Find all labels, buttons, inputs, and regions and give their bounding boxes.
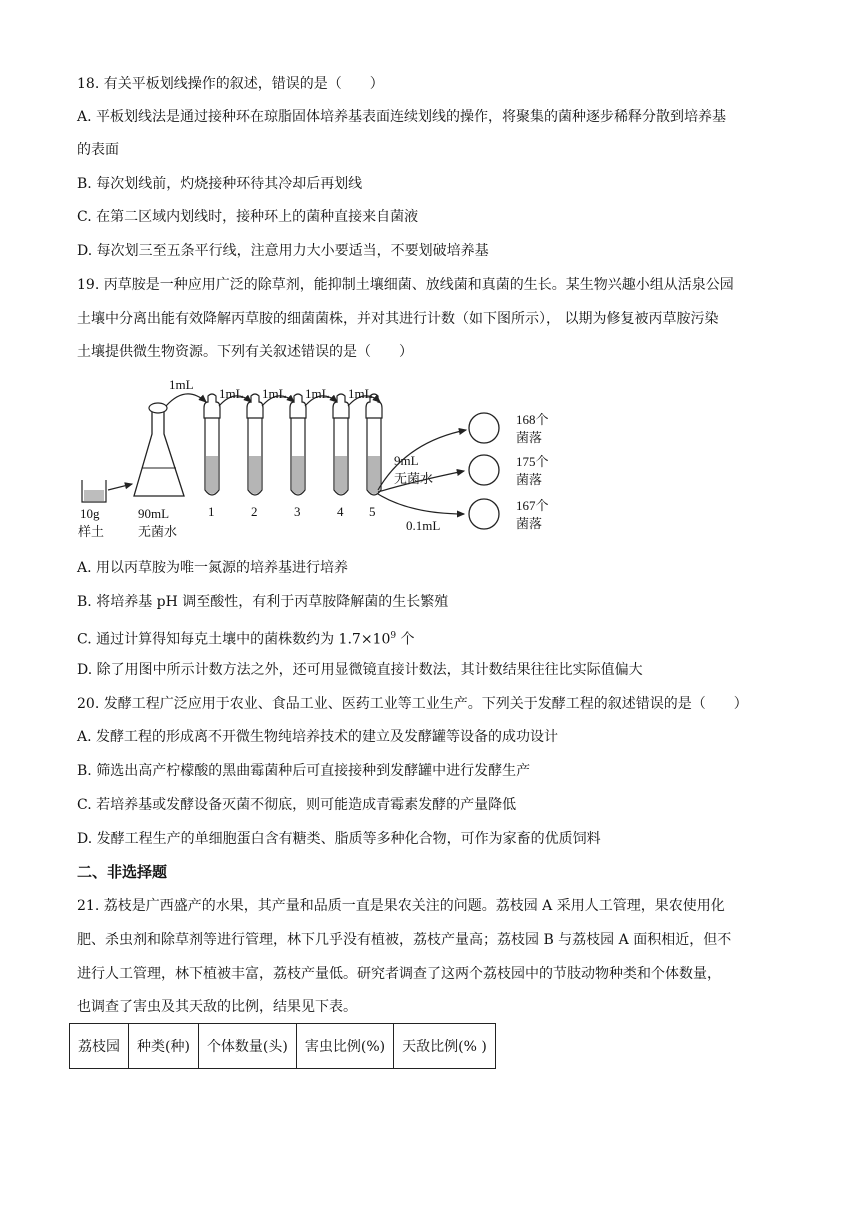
- tube-number-4: 4: [337, 504, 344, 519]
- tube-transfer-2: 1mL: [262, 386, 287, 401]
- plate-2-count: 175个: [516, 454, 549, 469]
- plating-volume: 0.1mL: [406, 518, 441, 533]
- q18-stem: 18. 有关平板划线操作的叙述，错误的是（ ）: [77, 76, 384, 92]
- section-heading: 二、非选择题: [77, 863, 168, 881]
- q20-option-c: C. 若培养基或发酵设备灭菌不彻底，则可能造成青霉素发酵的产量降低: [77, 797, 517, 813]
- q19-option-d: D. 除了用图中所示计数方法之外，还可用显微镜直接计数法，其计数结果往往比实际值偏大: [77, 662, 643, 678]
- test-tube-2: [247, 394, 263, 495]
- plate-3-label: 菌落: [516, 516, 543, 531]
- tube-number-5: 5: [369, 504, 376, 519]
- dilution-tubes: [204, 394, 382, 495]
- q18-option-a: A. 平板划线法是通过接种环在琼脂固体培养基表面连续划线的操作，将聚集的菌种逐步稀释分散到培养基: [77, 109, 727, 125]
- plate-3-count: 167个: [516, 498, 549, 513]
- table-header-row: [70, 1024, 496, 1069]
- q19-stem-3: 土壤提供微生物资源。下列有关叙述错误的是（ ）: [77, 344, 413, 360]
- q18-option-c: C. 在第二区域内划线时，接种环上的菌种直接来自菌液: [77, 209, 419, 225]
- flask: [134, 403, 184, 496]
- beaker-label: 样土: [78, 524, 105, 539]
- orchard-table: [69, 1023, 496, 1069]
- flask-amount: 90mL: [138, 506, 170, 521]
- test-tube-4: [333, 394, 349, 495]
- plate-1-label: 菌落: [516, 430, 543, 445]
- test-tube-3: [290, 394, 306, 495]
- q21-line-4: 也调查了害虫及其天敌的比例，结果见下表。: [77, 999, 357, 1015]
- q21-line-3: 进行人工管理，林下植被丰富，荔枝产量低。研究者调查了这两个荔枝园中的节肢动物种类和个体数量，: [77, 966, 721, 982]
- plate-1-count: 168个: [516, 412, 549, 427]
- q18-option-a-cont: 的表面: [77, 142, 119, 158]
- plate-3: [469, 499, 499, 529]
- test-tube-5: [366, 394, 382, 495]
- dilution-figure: [76, 372, 566, 544]
- q19-option-c-text: C. 通过计算得知每克土壤中的菌株数约为 1.7×10: [77, 631, 391, 648]
- test-tube-1: [204, 394, 220, 495]
- q19-option-a: A. 用以丙草胺为唯一氮源的培养基进行培养: [77, 560, 349, 576]
- q19-option-c-exponent: 9: [390, 631, 397, 641]
- tube-number-1: 1: [208, 504, 215, 519]
- tube-transfer-1: 1mL: [219, 386, 244, 401]
- tube-number-2: 2: [251, 504, 258, 519]
- tube-water-label: 无菌水: [394, 471, 434, 486]
- plate-1: [469, 413, 499, 443]
- q21-line-1: 21. 荔枝是广西盛产的水果，其产量和品质一直是果农关注的问题。荔枝园 A 采用人工管理，果农使用化: [77, 898, 725, 914]
- table-header-cell: 种类(种): [129, 1024, 199, 1069]
- q20-stem: 20. 发酵工程广泛应用于农业、食品工业、医药工业等工业生产。下列关于发酵工程的叙述错误的是（ ）: [77, 696, 748, 712]
- table-header-cell: 荔枝园: [70, 1024, 129, 1069]
- q19-stem-2: 土壤中分离出能有效降解丙草胺的细菌菌株，并对其进行计数（如下图所示）， 以期为修复被丙草胺污染: [77, 311, 719, 327]
- table-header-cell: 个体数量(头): [198, 1024, 296, 1069]
- q18-option-d: D. 每次划三至五条平行线，注意用力大小要适当，不要划破培养基: [77, 243, 489, 259]
- q21-line-2: 肥、杀虫剂和除草剂等进行管理，林下几乎没有植被，荔枝产量高；荔枝园 B 与荔枝园 A 面积相近，但不: [77, 932, 732, 948]
- q20-option-a: A. 发酵工程的形成离不开微生物纯培养技术的建立及发酵罐等设备的成功设计: [77, 729, 559, 745]
- beaker-amount: 10g: [80, 506, 100, 521]
- q20-option-b: B. 筛选出高产柠檬酸的黑曲霉菌种后可直接接种到发酵罐中进行发酵生产: [77, 763, 531, 779]
- flask-transfer: 1mL: [169, 377, 194, 392]
- tube-transfer-4: 1mL: [348, 386, 373, 401]
- q18-option-b: B. 每次划线前，灼烧接种环待其冷却后再划线: [77, 176, 363, 192]
- flask-label: 无菌水: [138, 524, 178, 539]
- tube-number-3: 3: [294, 504, 301, 519]
- soil-beaker: [82, 480, 106, 502]
- tube-water-amount: 9mL: [394, 453, 419, 468]
- q19-option-c: [77, 626, 415, 650]
- plate-2-label: 菌落: [516, 472, 543, 487]
- plate-2: [469, 455, 499, 485]
- q20-option-d: D. 发酵工程生产的单细胞蛋白含有糖类、脂质等多种化合物，可作为家畜的优质饲料: [77, 831, 601, 847]
- table-header-cell: 害虫比例(%): [296, 1024, 393, 1069]
- table-header-cell: 天敌比例(% ): [394, 1024, 496, 1069]
- q19-option-c-unit: 个: [396, 631, 415, 648]
- tube-transfer-3: 1mL: [305, 386, 330, 401]
- q19-stem-1: 19. 丙草胺是一种应用广泛的除草剂，能抑制土壤细菌、放线菌和真菌的生长。某生物兴趣小组从活泉公园: [77, 277, 734, 293]
- q19-option-b: B. 将培养基 pH 调至酸性，有利于丙草胺降解菌的生长繁殖: [77, 594, 449, 610]
